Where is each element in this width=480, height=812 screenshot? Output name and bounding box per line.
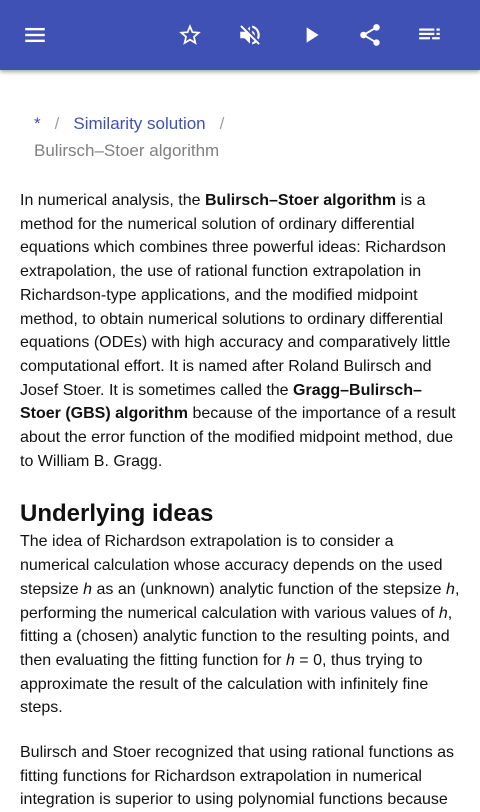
share-button[interactable]: [346, 11, 394, 59]
app-toolbar: [0, 0, 480, 70]
menu-icon: [22, 22, 48, 48]
ideas-text-3: , performing the numerical calculation with various values of: [20, 580, 460, 622]
volume-off-icon: [237, 22, 263, 48]
breadcrumb-parent-link[interactable]: Similarity solution: [73, 114, 206, 133]
play-icon: [298, 22, 324, 48]
breadcrumb-root-link[interactable]: *: [34, 114, 41, 133]
intro-text-2: is a method for the numerical solution of ordinary differential equations which combines three powerful ideas: Richardson extrapolation, the use of rational function extrapolation in Richardson-type applications, and the modified midpoint method, to obtain numerical solutions to ordinary differential equations (ODEs) with high accuracy and comparatively little computational effort. It is named after Roland Bulirsch and Josef Stoer. It is sometimes called the: [20, 192, 451, 399]
menu-button[interactable]: [11, 11, 59, 59]
bookmark-button[interactable]: [166, 11, 214, 59]
breadcrumb: [20, 110, 460, 164]
intro-paragraph: [20, 189, 460, 473]
ideas-italic-4: h: [285, 651, 295, 669]
rational-paragraph: Bulirsch and Stoer recognized that using rational functions as fitting functions for Richardson extrapolation in numerical integration is superior to using polynomial functions because: [20, 744, 455, 809]
play-button[interactable]: [287, 11, 335, 59]
intro-bold-2: Gragg–Bulirsch–Stoer (GBS) algorithm: [20, 381, 422, 423]
ideas-italic-1: h: [83, 580, 93, 598]
share-icon: [357, 22, 383, 48]
breadcrumb-separator: /: [54, 114, 60, 133]
section-heading: Underlying ideas: [20, 500, 214, 528]
ideas-paragraph: [20, 530, 460, 720]
mute-button[interactable]: [226, 11, 274, 59]
ideas-italic-2: h: [446, 580, 455, 598]
intro-text-3: because of the importance of a result about the error function of the modified midpoint method, due to William B. Gragg.: [20, 405, 456, 470]
intro-bold-1: Bulirsch–Stoer algorithm: [204, 192, 397, 209]
ideas-italic-3: h: [438, 604, 448, 622]
ideas-text-1: The idea of Richardson extrapolation is to consider a numerical calculation whose accuracy depends on the used stepsize: [20, 533, 443, 598]
star-outline-icon: [177, 22, 203, 48]
contents-button[interactable]: [406, 11, 454, 59]
ideas-text-5: = 0, thus trying to approximate the result of the calculation with infinitely fine steps.: [20, 651, 429, 717]
ideas-text-4: , fitting a (chosen) analytic function to the resulting points, and then evaluating the fitting function for: [20, 604, 453, 669]
playlist-icon: [417, 22, 443, 48]
ideas-text-2: as an (unknown) analytic function of the stepsize: [92, 580, 447, 598]
breadcrumb-current: Bulirsch–Stoer algorithm: [34, 141, 220, 160]
intro-text-1: In numerical analysis, the: [20, 192, 205, 209]
breadcrumb-separator: /: [219, 114, 225, 133]
article-content: [20, 110, 460, 812]
